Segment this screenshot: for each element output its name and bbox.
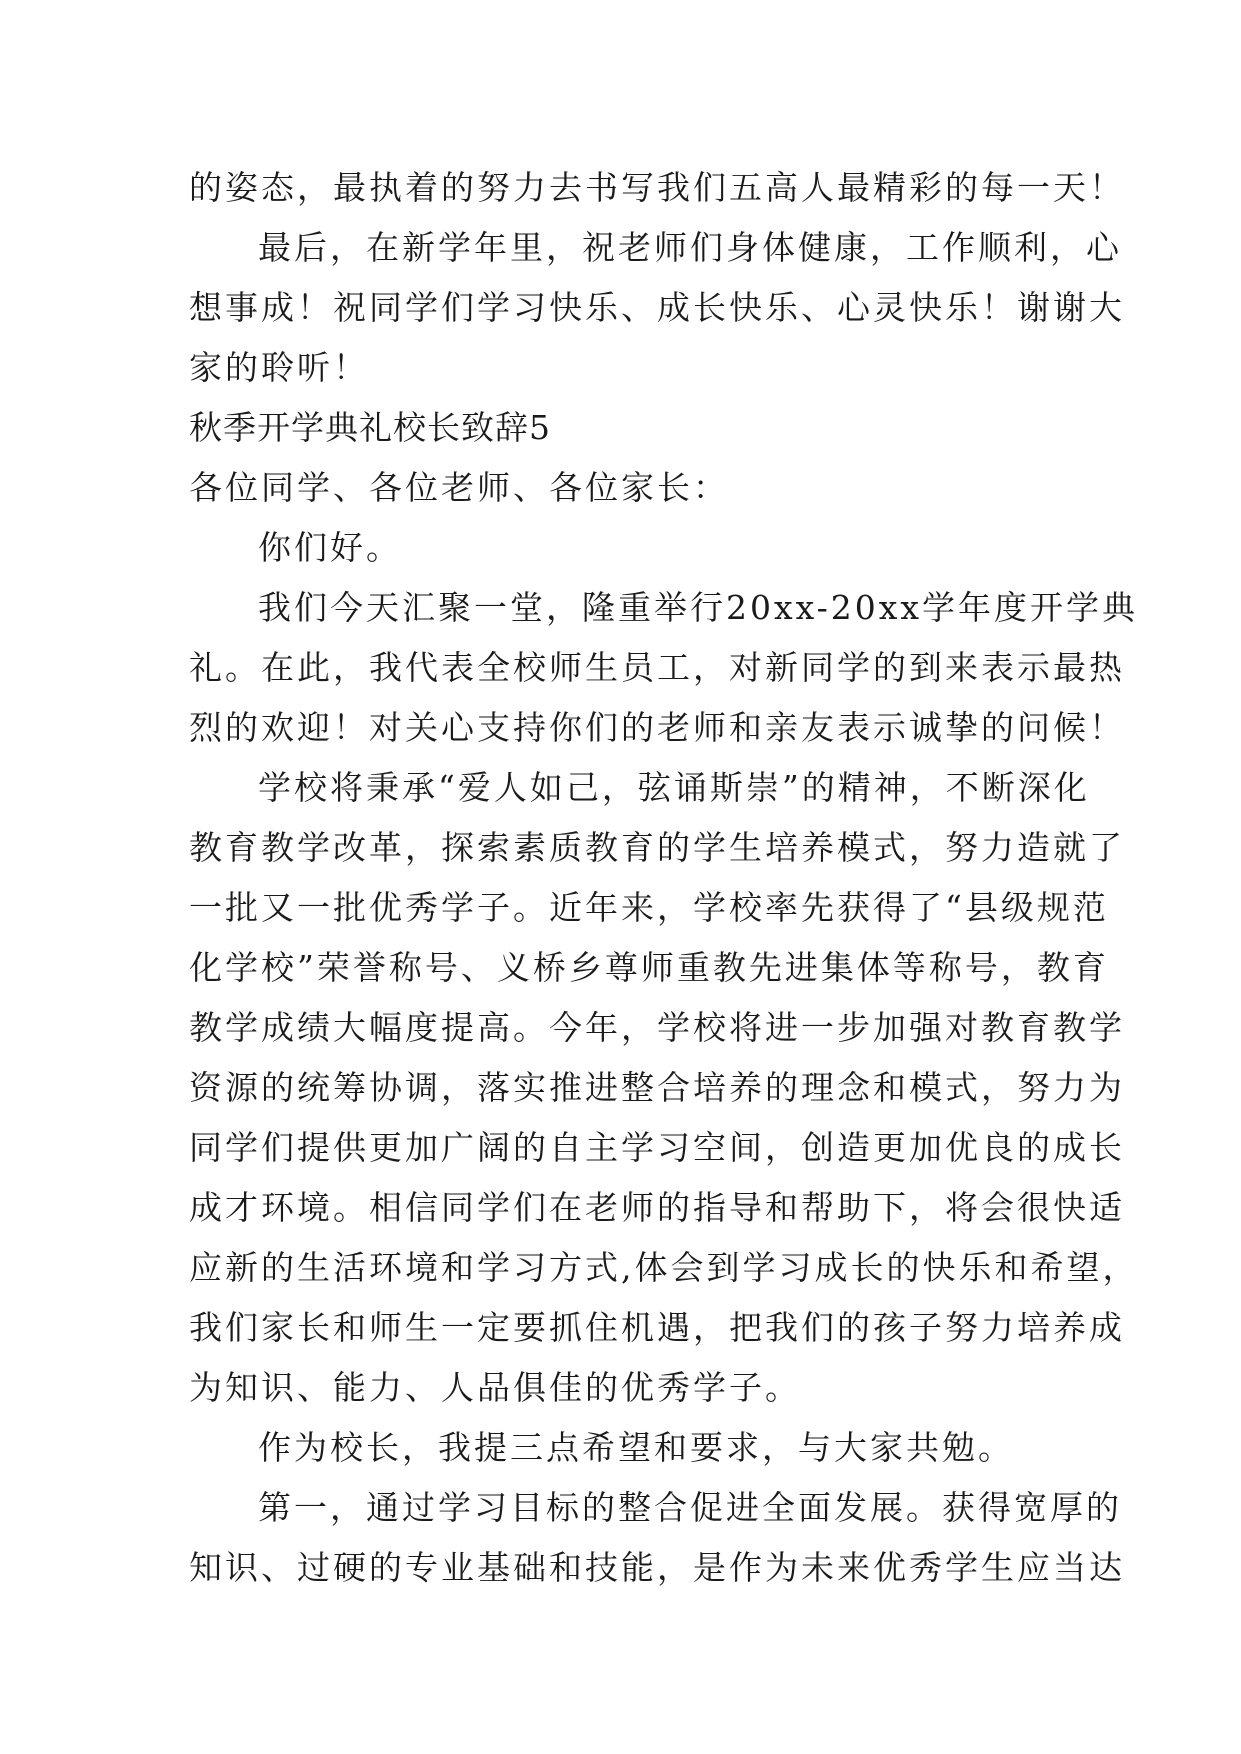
greeting: 你们好。 — [258, 528, 402, 567]
text-line: 一批又一批优秀学子。近年来，学校率先获得了“县级规范 — [189, 888, 1109, 927]
paragraph-first-line: 最后，在新学年里，祝老师们身体健康，工作顺利，心 — [258, 228, 1122, 267]
text-line: 家的聆听！ — [189, 348, 369, 387]
text-line: 的姿态，最执着的努力去书写我们五高人最精彩的每一天！ — [189, 168, 1125, 207]
text-line: 成才环境。相信同学们在老师的指导和帮助下，将会很快适 — [189, 1188, 1125, 1227]
text-line: 教育教学改革，探索素质教育的学生培养模式，努力造就了 — [189, 828, 1125, 867]
text-line: 资源的统筹协调，落实推进整合培养的理念和模式，努力为 — [189, 1068, 1125, 1107]
paragraph-first-line: 学校将秉承“爱人如己，弦诵斯崇”的精神，不断深化 — [258, 768, 1090, 807]
section-heading: 秋季开学典礼校长致辞5 — [189, 408, 551, 447]
text-line: 烈的欢迎！对关心支持你们的老师和亲友表示诚挚的问候！ — [189, 708, 1125, 747]
text-line: 礼。在此，我代表全校师生员工，对新同学的到来表示最热 — [189, 648, 1125, 687]
text-line: 为知识、能力、人品俱佳的优秀学子。 — [189, 1368, 801, 1407]
paragraph-first-line: 第一，通过学习目标的整合促进全面发展。获得宽厚的 — [258, 1488, 1122, 1527]
text-line: 知识、过硬的专业基础和技能，是作为未来优秀学生应当达 — [189, 1548, 1125, 1587]
text-line: 化学校”荣誉称号、义桥乡尊师重教先进集体等称号，教育 — [189, 948, 1109, 987]
paragraph-first-line: 我们今天汇聚一堂，隆重举行20xx-20xx学年度开学典 — [258, 588, 1138, 627]
salutation: 各位同学、各位老师、各位家长： — [189, 468, 729, 507]
text-line: 我们家长和师生一定要抓住机遇，把我们的孩子努力培养成 — [189, 1308, 1125, 1347]
text-line: 同学们提供更加广阔的自主学习空间，创造更加优良的成长 — [189, 1128, 1125, 1167]
text-line: 想事成！祝同学们学习快乐、成长快乐、心灵快乐！谢谢大 — [189, 288, 1125, 327]
text-line: 应新的生活环境和学习方式,体会到学习成长的快乐和希望， — [189, 1248, 1139, 1287]
paragraph-first-line: 作为校长，我提三点希望和要求，与大家共勉。 — [258, 1428, 1014, 1467]
text-line: 教学成绩大幅度提高。今年，学校将进一步加强对教育教学 — [189, 1008, 1125, 1047]
document-body — [189, 158, 1139, 1598]
